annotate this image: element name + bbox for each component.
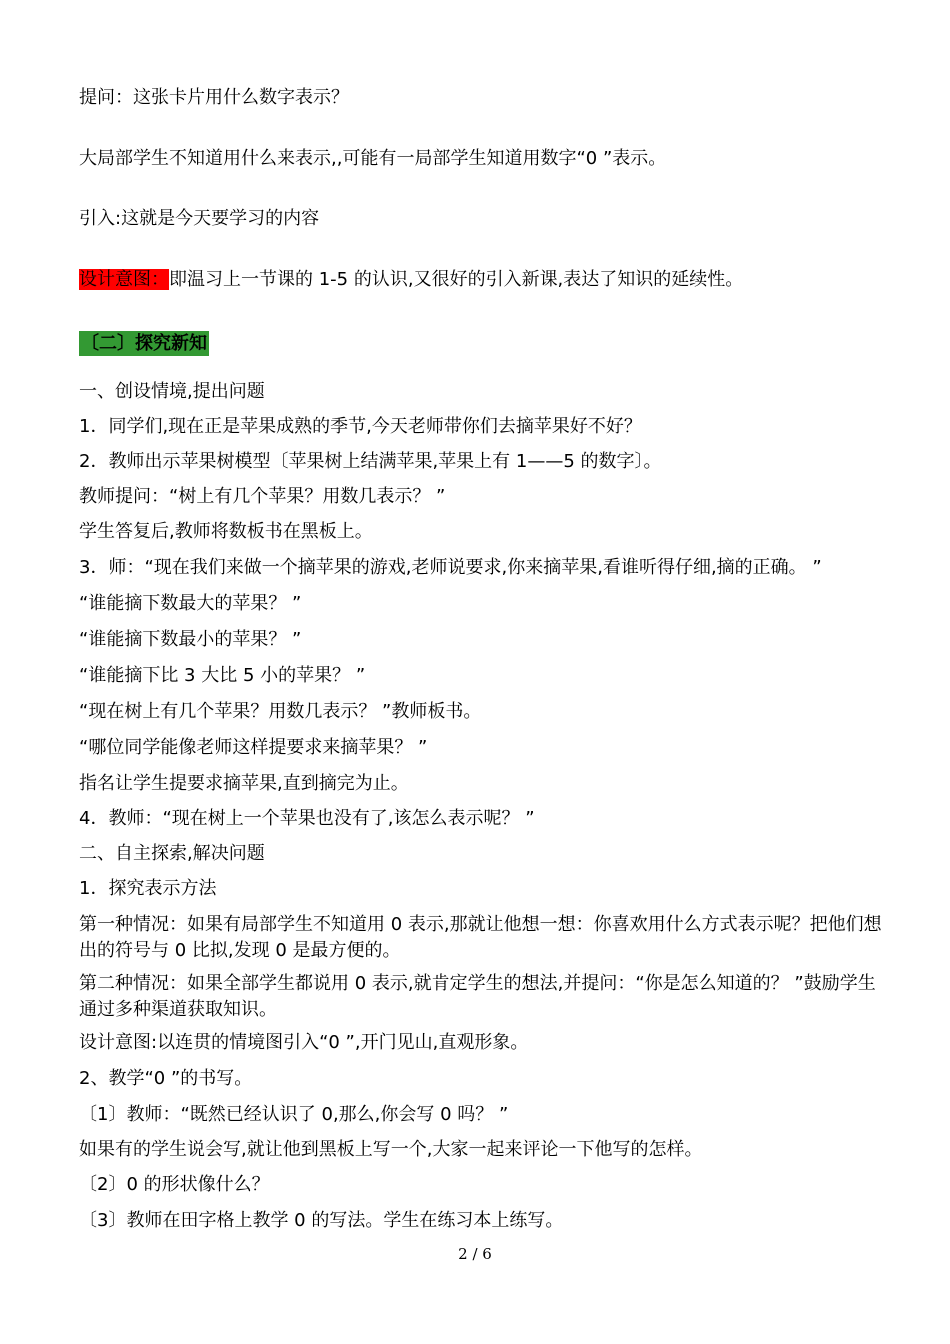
paragraph-line: 〔1〕教师：“既然已经认识了 0,那么,你会写 0 吗？ ” <box>79 1104 509 1125</box>
question-line: 提问：这张卡片用什么数字表示？ <box>79 87 349 108</box>
paragraph-line: 2、教学“0 ”的书写。 <box>79 1068 253 1089</box>
section-heading-label: 〔二〕探究新知 <box>81 333 207 354</box>
paragraph-line: 指名让学生提要求摘苹果,直到摘完为止。 <box>79 773 409 794</box>
paragraph-line: 教师提问：“树上有几个苹果？用数几表示？ ” <box>79 486 446 507</box>
paragraph-line: 3．师：“现在我们来做一个摘苹果的游戏,老师说要求,你来摘苹果,看谁听得仔细,摘的正确。 ” <box>79 557 822 578</box>
student-response-line: 大局部学生不知道用什么来表示,,可能有一局部学生知道用数字“0 ”表示。 <box>79 148 667 169</box>
paragraph-line: 〔3〕教师在田字格上教学 0 的写法。学生在练习本上练写。 <box>79 1210 564 1231</box>
paragraph-line: 二、自主探索,解决问题 <box>79 843 265 864</box>
design-intent-text: 即温习上一节课的 1-5 的认识,又很好的引入新课,表达了知识的延续性。 <box>169 269 744 290</box>
paragraph-line: 1．探究表示方法 <box>79 878 217 899</box>
paragraph-line: 1．同学们,现在正是苹果成熟的季节,今天老师带你们去摘苹果好不好？ <box>79 416 642 437</box>
design-intent-paragraph <box>79 268 743 292</box>
paragraph-line: “现在树上有几个苹果？用数几表示？ ”教师板书。 <box>79 701 482 722</box>
paragraph-line: “谁能摘下数最小的苹果？ ” <box>79 629 302 650</box>
section-heading <box>79 332 209 356</box>
paragraph-line: 一、创设情境,提出问题 <box>79 381 265 402</box>
paragraph-line: 〔2〕0 的形状像什么？ <box>79 1174 270 1195</box>
paragraph-block: 第一种情况：如果有局部学生不知道用 0 表示,那就让他想一想：你喜欢用什么方式表示呢？把他们想出的符号与 0 比拟,发现 0 是最方便的。 <box>79 914 882 961</box>
paragraph-line: “哪位同学能像老师这样提要求来摘苹果？ ” <box>79 737 428 758</box>
paragraph-line: 4．教师：“现在树上一个苹果也没有了,该怎么表示呢？ ” <box>79 808 535 829</box>
paragraph-line: “谁能摘下比 3 大比 5 小的苹果？ ” <box>79 665 366 686</box>
paragraph-line: 2．教师出示苹果树模型〔苹果树上结满苹果,苹果上有 1——5 的数字〕。 <box>79 451 662 472</box>
paragraph-line: 如果有的学生说会写,就让他到黑板上写一个,大家一起来评论一下他写的怎样。 <box>79 1139 703 1160</box>
page-number: 2 / 6 <box>458 1245 492 1263</box>
intro-line: 引入:这就是今天要学习的内容 <box>79 208 320 229</box>
paragraph-block: 第二种情况：如果全部学生都说用 0 表示,就肯定学生的想法,并提问：“你是怎么知道的？ ”鼓励学生通过多种渠道获取知识。 <box>79 973 876 1020</box>
paragraph-line: 学生答复后,教师将数板书在黑板上。 <box>79 521 373 542</box>
paragraph-line: 设计意图:以连贯的情境图引入“0 ”,开门见山,直观形象。 <box>79 1032 529 1053</box>
paragraph-line: “谁能摘下数最大的苹果？ ” <box>79 593 302 614</box>
design-intent-label: 设计意图： <box>79 269 169 290</box>
